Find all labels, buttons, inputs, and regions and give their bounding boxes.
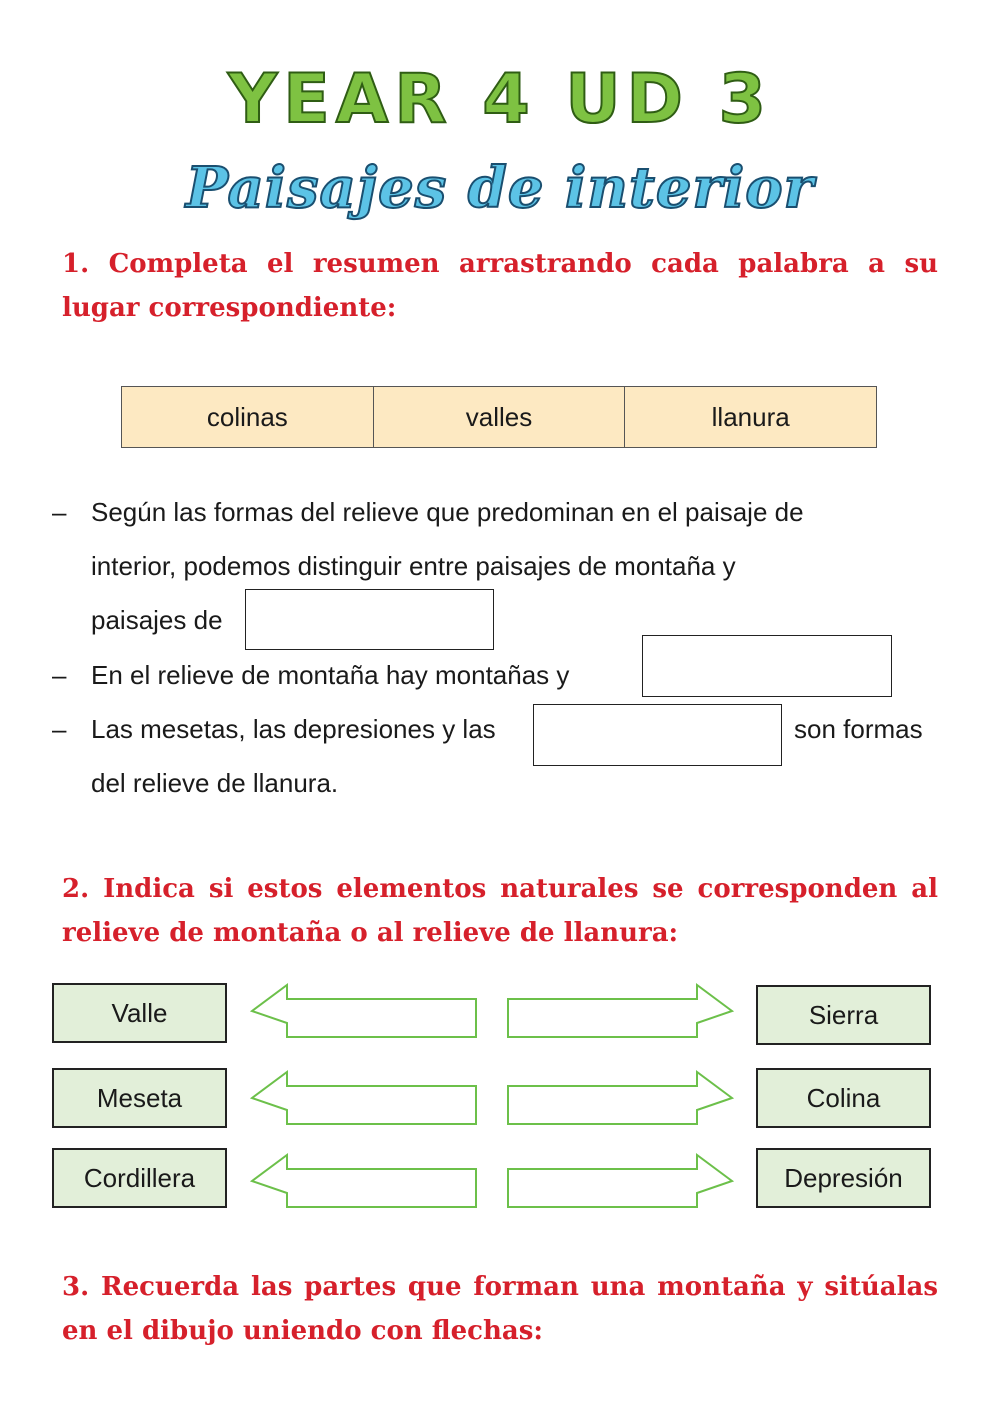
section1-instruction: 1. Completa el resumen arrastrando cada palabra a su lugar correspondiente: <box>62 249 938 323</box>
term-valle[interactable]: Valle <box>52 983 227 1043</box>
summary-line-1: Según las formas del relieve que predominan en el paisaje de <box>91 497 804 527</box>
summary-line-6: del relieve de llanura. <box>91 768 339 798</box>
word-chip-colinas[interactable]: colinas <box>206 401 288 432</box>
term-depresion[interactable]: Depresión <box>756 1148 931 1208</box>
bullet-dash: – <box>52 660 67 690</box>
drop-slot-2[interactable] <box>642 635 892 697</box>
summary-line-5a: Las mesetas, las depresiones y las <box>91 714 496 744</box>
drop-slot-3[interactable] <box>533 704 782 766</box>
term-cordillera[interactable]: Cordillera <box>52 1148 227 1208</box>
summary-line-2: interior, podemos distinguir entre paisajes de montaña y <box>91 551 736 581</box>
right-arrow-drop-slot[interactable] <box>506 1154 734 1208</box>
bullet-dash: – <box>52 714 67 744</box>
worksheet-title: YEAR 4 UD 3 <box>228 60 772 139</box>
drop-slot-1[interactable] <box>245 589 494 650</box>
left-arrow-drop-slot[interactable] <box>250 1071 478 1125</box>
left-arrow-drop-slot[interactable] <box>250 1154 478 1208</box>
right-arrow-drop-slot[interactable] <box>506 1071 734 1125</box>
right-arrow-drop-slot[interactable] <box>506 984 734 1038</box>
term-sierra[interactable]: Sierra <box>756 985 931 1045</box>
summary-line-5b: son formas <box>794 714 923 744</box>
term-colina[interactable]: Colina <box>756 1068 931 1128</box>
word-chip-llanura[interactable]: llanura <box>624 387 876 447</box>
section2-instruction: 2. Indica si estos elementos naturales se corresponden al relieve de montaña o al relieve de llanura: <box>62 874 938 948</box>
summary-line-3: paisajes de <box>91 605 223 635</box>
section3-instruction: 3. Recuerda las partes que forman una montaña y sitúalas en el dibujo uniendo con flechas: <box>62 1272 938 1346</box>
bullet-dash: – <box>52 497 67 527</box>
word-bank <box>121 386 877 448</box>
left-arrow-drop-slot[interactable] <box>250 984 478 1038</box>
word-chip-valles[interactable]: valles <box>373 387 625 447</box>
summary-line-4: En el relieve de montaña hay montañas y <box>91 660 570 690</box>
worksheet-subtitle: Paisajes de interior <box>185 155 815 221</box>
term-meseta[interactable]: Meseta <box>52 1068 227 1128</box>
